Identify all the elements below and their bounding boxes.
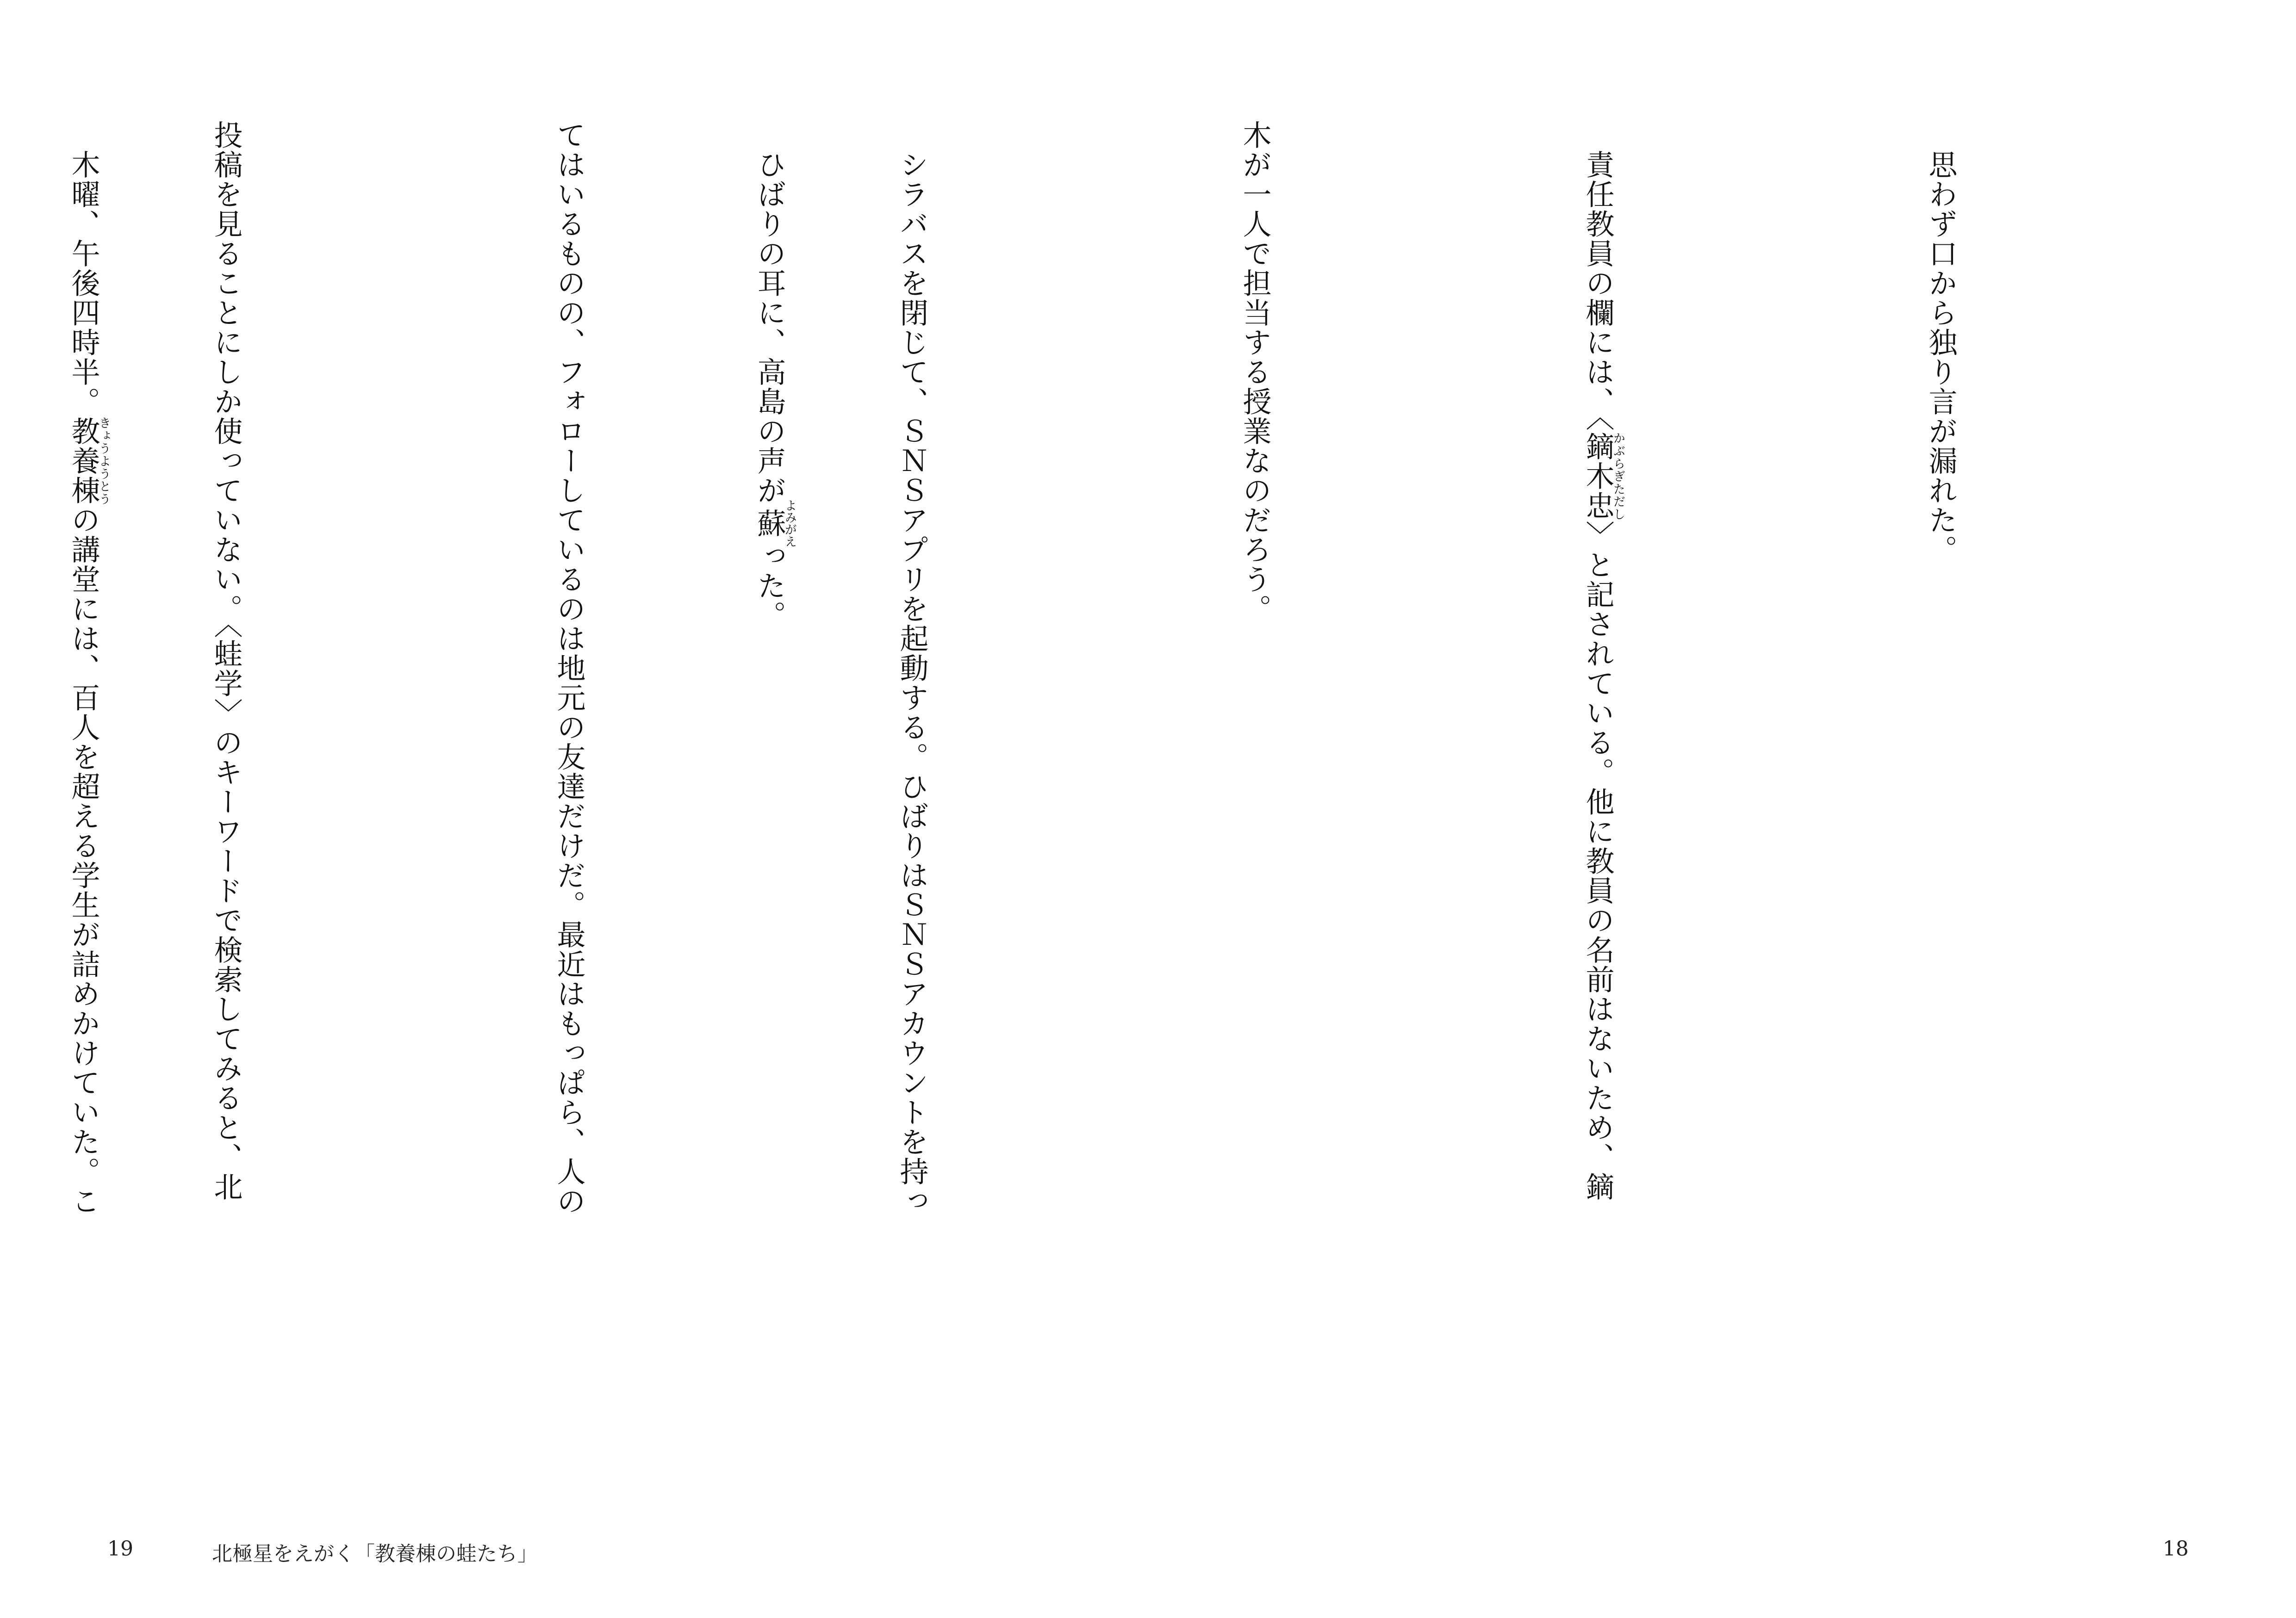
text-line: シラバスを閉じて、ＳＮＳアプリを起動する。ひばりはＳＮＳアカウントを持っ [895,120,929,1216]
running-title: 北極星をえがく「教養棟の蛙たち」 [212,1542,538,1566]
text-line-with-ruby: 木曜、午後四時半。教養棟きょうようとうの講堂には、百人を超える学生が詰めかけていた。こ [67,120,111,1216]
text-line: てはいるものの、フォローしているのは地元の友達だけだ。最近はもっぱら、人の [552,120,586,1216]
text-line: 投稿を見ることにしか使っていない。〈蛙学〉のキーワードで検索してみると、北 [209,120,243,1202]
page-number-right: 18 [2163,1537,2189,1561]
ruby-yomigae: 蘇よみがえ [753,499,797,547]
section-break [369,120,484,1555]
ruby-kyouyoutou: 教養棟きょうようとう [67,416,111,505]
ruby-kaburagi-tadashi: 鏑木忠かぶらぎただし [1581,432,1625,521]
text-line-with-ruby: 責任教員の欄には、〈鏑木忠かぶらぎただし〉と記されている。他に教員の名前はないため、鏑 [1581,120,1625,1202]
text-line-with-ruby: ひばりの耳に、高島の声が蘇よみがえった。 [753,120,797,630]
text-line: 思わず口から独り言が漏れた。 [1924,120,1958,564]
text-line: 木が一人で担当する授業なのだろう。 [1238,120,1272,624]
page-number-left: 19 [107,1537,133,1561]
left-page-body [0,120,1055,1555]
